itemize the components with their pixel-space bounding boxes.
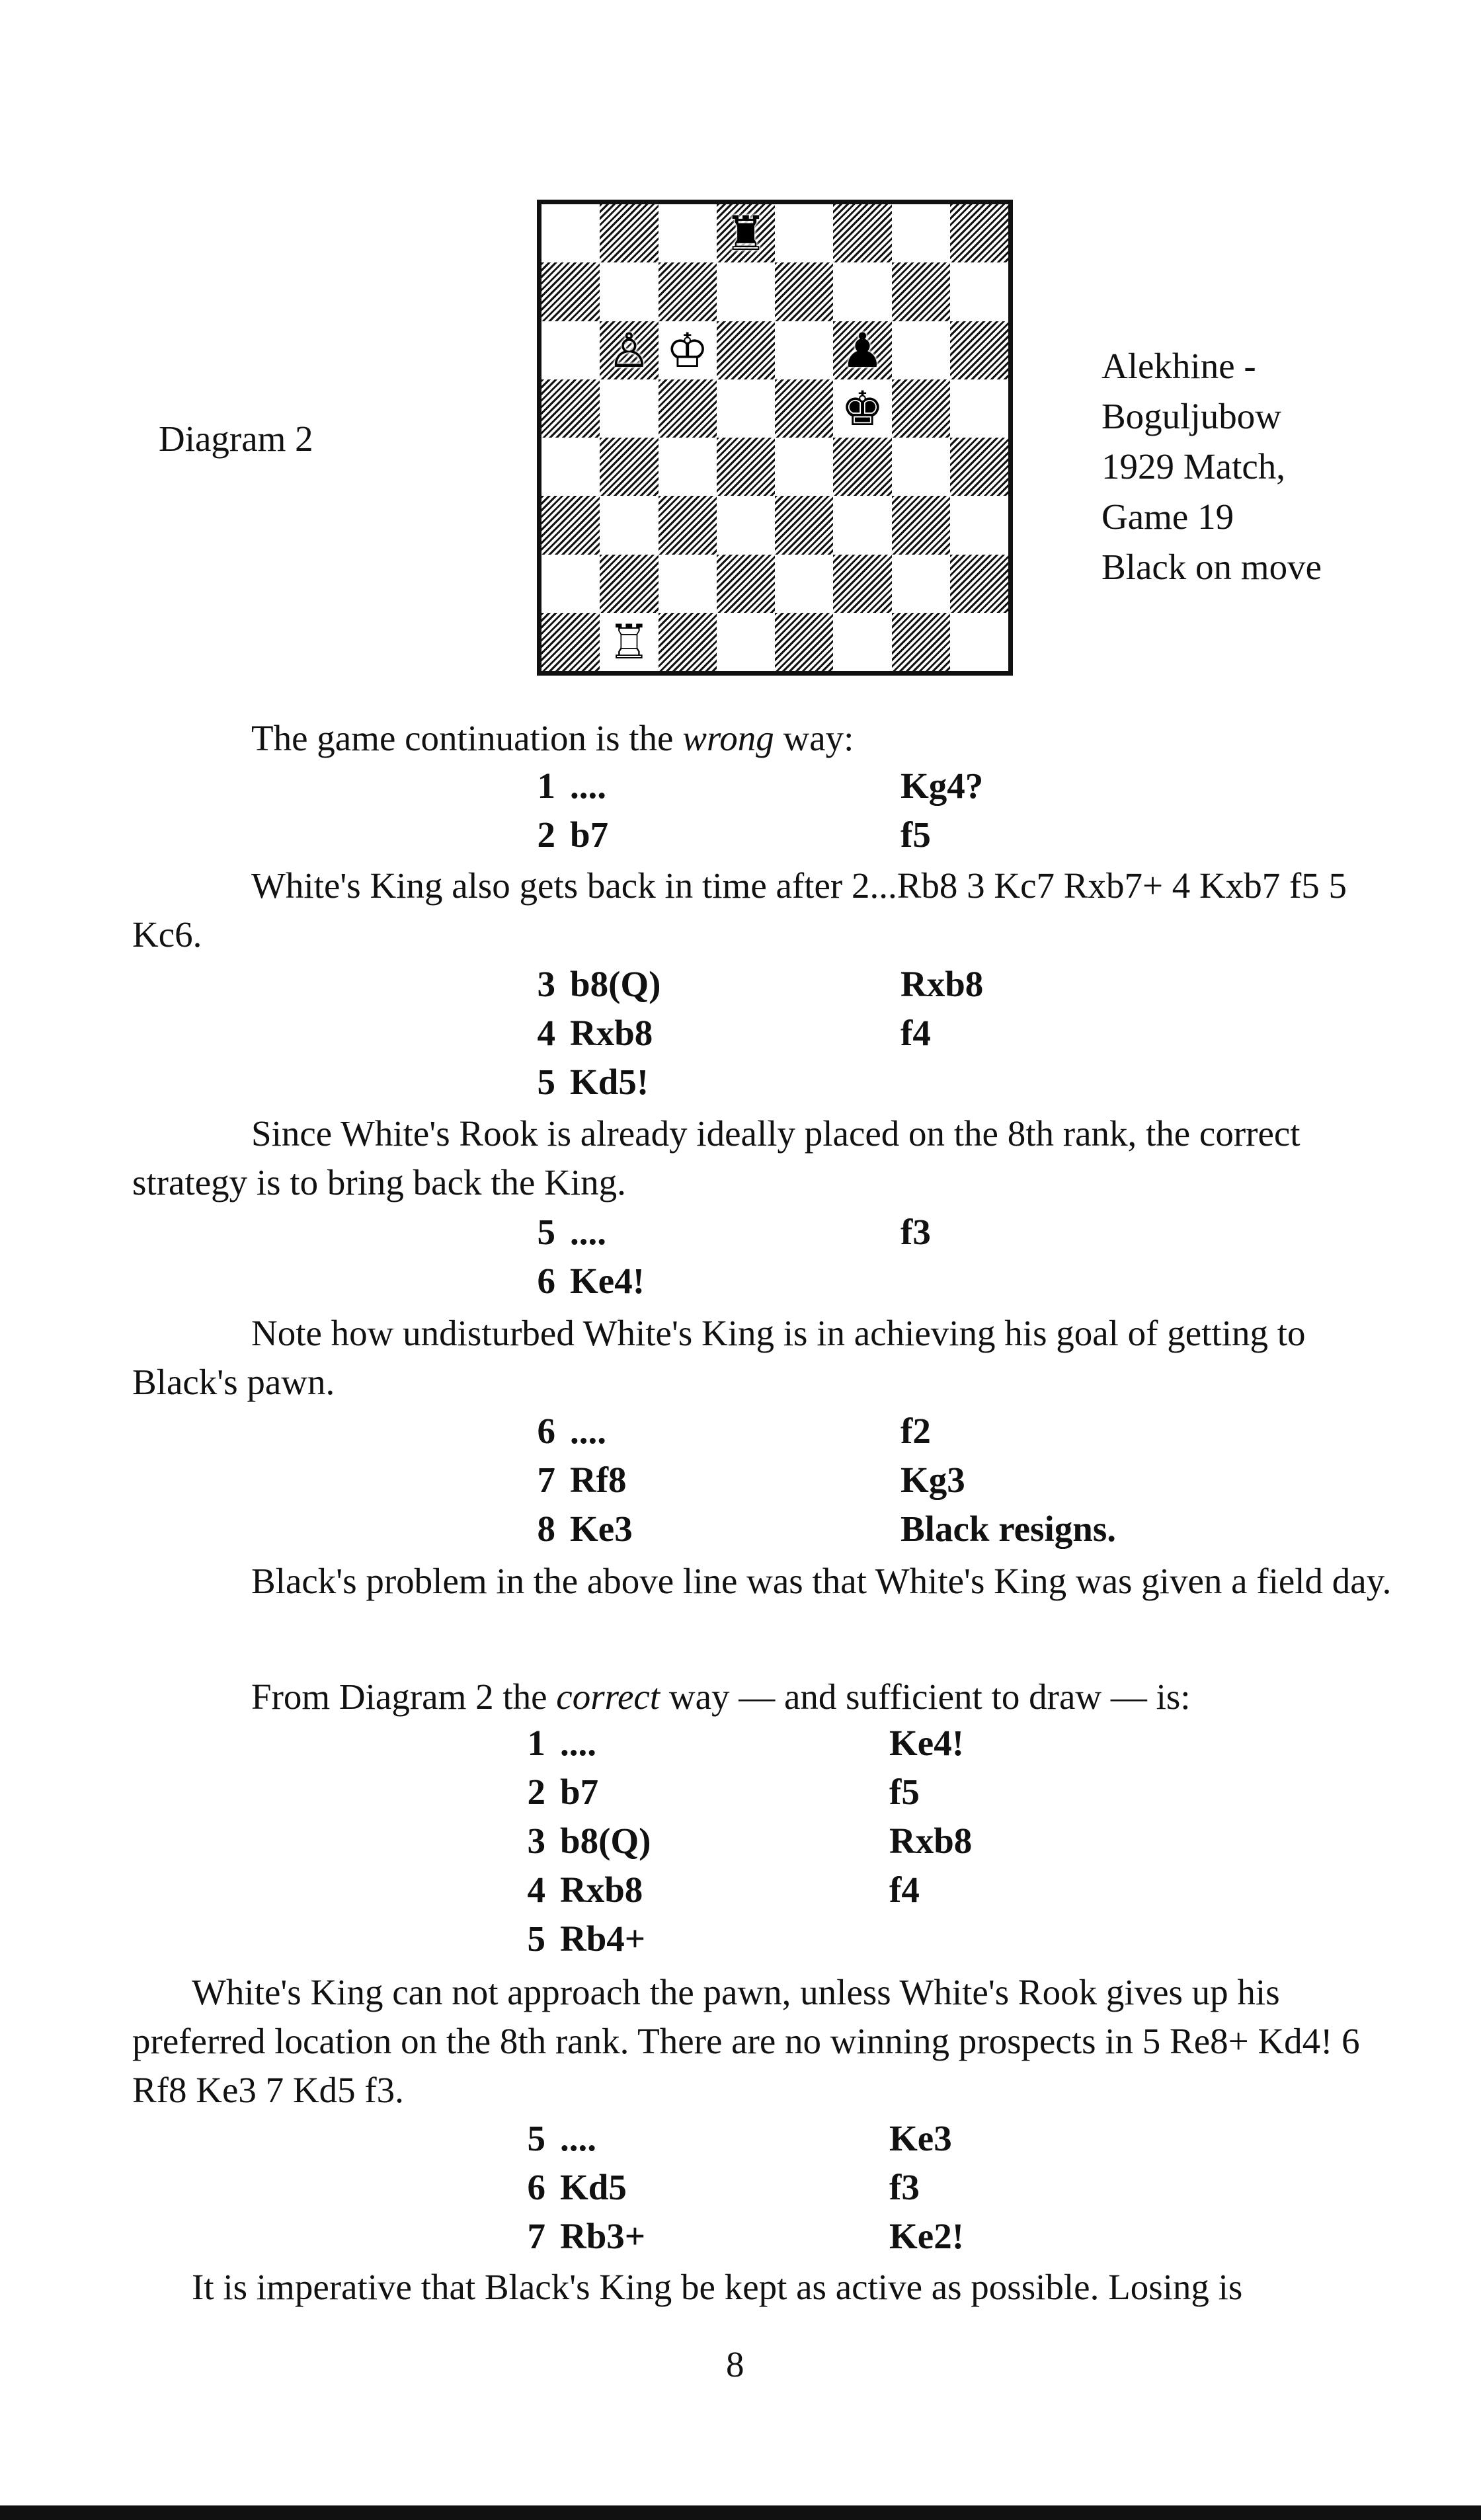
board-square [717,262,775,321]
text-run: The game continuation is the [251,718,683,758]
board-square [833,555,891,613]
move-text: .... [560,2118,596,2158]
board-square [833,613,891,671]
move-number: 5 [527,1918,545,1959]
board-square [775,379,833,438]
board-square [950,321,1008,379]
board-square [659,438,717,496]
move-white [516,765,606,807]
paragraph: Since White's Rook is already ideally placed on the 8th rank, the correct strategy is to bring back the King. [132,1113,1301,1202]
move-white [516,814,608,855]
move-text: Rb3+ [560,2216,646,2256]
board-square [659,262,717,321]
move-black: f3 [889,2167,920,2207]
white-rook-icon: ♖ [608,613,651,670]
move-text: Rxb8 [560,1870,643,1910]
board-square [541,496,600,554]
board-square [833,496,891,554]
move-number: 5 [537,1062,555,1102]
board-square [775,262,833,321]
move-number: 3 [527,1821,545,1861]
move-number: 5 [537,1212,555,1252]
move-number: 4 [537,1013,555,1053]
move-black: Ke3 [889,2118,952,2158]
board-square [717,321,775,379]
board-square [892,496,950,554]
board-square [541,613,600,671]
move-white [516,1211,606,1253]
caption-line: Alekhine - [1101,346,1256,386]
move-number: 6 [537,1411,555,1451]
move-black: Ke4! [889,1723,965,1763]
move-number: 2 [537,814,555,855]
paragraph: Black's problem in the above line was that White's King was given a field day. [251,1561,1392,1601]
paragraph: It is imperative that Black's King be kept as active as possible. Losing is [192,2267,1243,2307]
board-square [600,496,658,554]
move-white [516,1508,633,1550]
move-number: 1 [527,1723,545,1763]
board-square [717,555,775,613]
board-square [775,438,833,496]
board-square [541,321,600,379]
move-black: Kg4? [901,766,984,806]
board-square [659,613,717,671]
board-square [541,262,600,321]
board-square [892,321,950,379]
move-text: Rxb8 [570,1013,653,1053]
paragraph: White's King also gets back in time after 2...Rb8 3 Kc7 Rxb7+ 4 Kxb7 f5 5 Kc6. [132,865,1347,955]
paragraph: Note how undisturbed White's King is in achieving his goal of getting to Black's pawn. [132,1313,1306,1402]
move-text: b8(Q) [570,964,661,1004]
move-white [516,1260,645,1302]
move-text: Ke3 [570,1509,633,1549]
board-square [541,204,600,262]
bottom-rule [0,2505,1481,2520]
move-black: f3 [901,1212,931,1252]
emphasis: wrong [682,718,774,758]
board-square [717,613,775,671]
move-number: 5 [527,2118,545,2158]
board-square [600,613,658,671]
move-white [506,1771,598,1813]
move-white [516,1012,653,1054]
board-square [775,496,833,554]
move-black: Ke2! [889,2216,965,2256]
board-square [717,496,775,554]
move-white [506,1918,645,1959]
move-white [506,2117,596,2159]
board-square [950,204,1008,262]
caption-line: Black on move [1101,547,1322,587]
board-square [833,379,891,438]
move-white [506,2166,627,2208]
board-square [659,555,717,613]
move-text: b8(Q) [560,1821,651,1861]
move-text: .... [570,766,606,806]
text-run: way: [774,718,854,758]
board-square [659,204,717,262]
move-text: b7 [570,814,609,855]
board-square [600,262,658,321]
diagram-caption [1101,341,1322,592]
move-number: 2 [527,1772,545,1812]
board-square [600,555,658,613]
move-number: 8 [537,1509,555,1549]
board-square [600,321,658,379]
caption-line: Game 19 [1101,496,1234,537]
paragraph [132,1673,1415,1721]
move-text: Rb4+ [560,1918,646,1959]
move-white [516,1410,606,1452]
board-square [892,555,950,613]
move-black: f4 [889,1870,920,1910]
move-white [506,1869,643,1910]
move-black: f5 [889,1772,920,1812]
move-black: Rxb8 [889,1821,973,1861]
board-square [659,496,717,554]
board-square [775,204,833,262]
board-square [833,204,891,262]
board-square [892,262,950,321]
move-text: b7 [560,1772,599,1812]
board-square [659,321,717,379]
board-square [717,204,775,262]
board-square [833,438,891,496]
board-square [600,204,658,262]
move-text: .... [570,1212,606,1252]
move-text: Kd5 [560,2167,627,2207]
board-square [892,379,950,438]
move-number: 4 [527,1870,545,1910]
move-black: f4 [901,1013,931,1053]
diagram-label: Diagram 2 [159,418,313,459]
move-text: Rf8 [570,1460,627,1500]
board-square [950,262,1008,321]
emphasis: correct [556,1676,660,1717]
paragraph [132,714,1415,763]
move-white [516,1061,649,1103]
black-rook-icon: ♜ [724,206,768,262]
move-number: 7 [527,2216,545,2256]
move-white [516,963,661,1005]
board-square [833,321,891,379]
move-number: 6 [537,1261,555,1301]
move-number: 6 [527,2167,545,2207]
move-text: .... [560,1723,596,1763]
board-square [600,438,658,496]
board-square [892,204,950,262]
move-number: 1 [537,766,555,806]
board-square [717,438,775,496]
move-black: Black resigns. [901,1509,1116,1549]
move-text: .... [570,1411,606,1451]
black-pawn-icon: ♟ [841,322,884,378]
caption-line: Boguljubow [1101,396,1281,436]
chess-board [537,200,1013,676]
white-pawn-icon: ♙ [608,322,651,378]
move-black: Kg3 [901,1460,965,1500]
move-white [516,1459,627,1501]
text-run: way — and sufficient to draw — is: [660,1676,1191,1717]
board-square [950,438,1008,496]
move-number: 3 [537,964,555,1004]
board-square [600,379,658,438]
page-number: 8 [726,2344,744,2384]
board-square [833,262,891,321]
board-square [541,555,600,613]
board-square [659,379,717,438]
board-square [775,555,833,613]
move-number: 7 [537,1460,555,1500]
board-square [775,321,833,379]
move-text: Kd5! [570,1062,649,1102]
board-square [541,438,600,496]
board-square [950,496,1008,554]
text-run: From Diagram 2 the [251,1676,557,1717]
move-white [506,1820,651,1862]
move-text: Ke4! [570,1261,645,1301]
move-black: f2 [901,1411,931,1451]
paragraph: White's King can not approach the pawn, unless White's Rook gives up his preferred location on the 8th rank. There are no winning prospects in 5 Re8+ Kd4! 6 Rf8 Ke3 7 Kd5 f3. [132,1972,1360,2110]
white-king-icon: ♔ [666,322,709,378]
board-square [717,379,775,438]
move-white [506,1722,596,1764]
board-square [892,613,950,671]
board-square [775,613,833,671]
board-square [950,555,1008,613]
board-square [950,613,1008,671]
caption-line: 1929 Match, [1101,446,1286,487]
board-square [541,379,600,438]
move-black: Rxb8 [901,964,984,1004]
board-square [950,379,1008,438]
move-black: f5 [901,814,931,855]
board-square [892,438,950,496]
move-white [506,2215,645,2257]
black-king-icon: ♚ [841,380,884,436]
